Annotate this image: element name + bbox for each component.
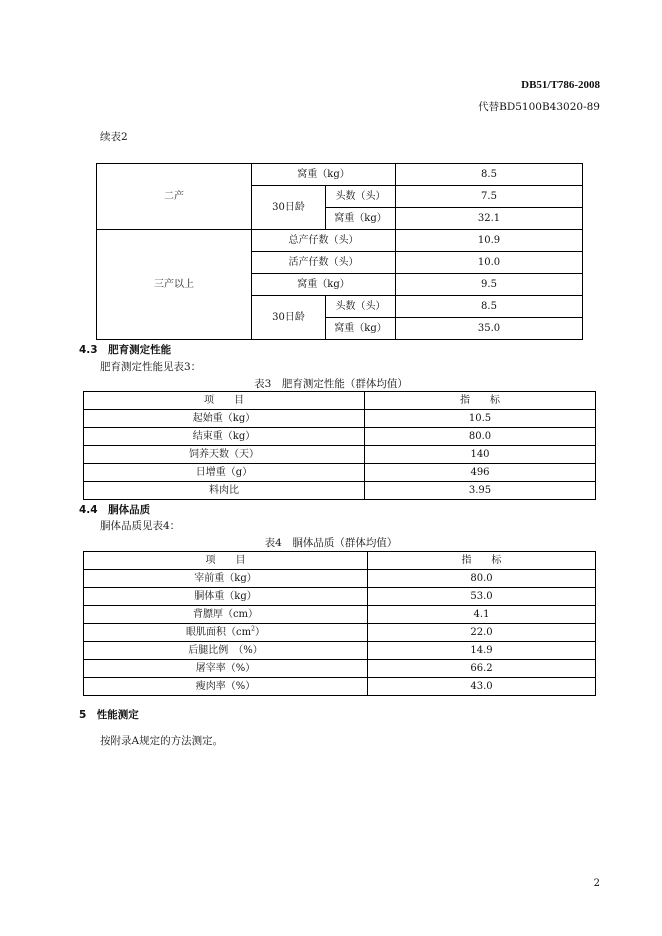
table-cell: 80.0 xyxy=(365,428,596,446)
table-row xyxy=(97,164,583,186)
table-cell: 头数（头） xyxy=(326,186,396,208)
table-row xyxy=(84,464,596,482)
table-cell: 10.5 xyxy=(365,410,596,428)
table-cell: 头数（头） xyxy=(326,296,396,318)
section-4-4-intro: 胴体品质见表4： xyxy=(100,520,181,532)
table-cell: 宰前重（kg） xyxy=(84,570,368,588)
table-row xyxy=(84,570,596,588)
table-cell: 14.9 xyxy=(368,642,596,660)
table3-caption: 表3 肥育测定性能（群体均值） xyxy=(254,378,408,390)
table-row xyxy=(84,482,596,500)
replaces-note: 代替BD5100B43020-89 xyxy=(478,101,600,113)
cell-text-suffix: ） xyxy=(254,626,265,638)
section-4-3-intro: 肥育测定性能见表3： xyxy=(100,361,202,373)
table-row xyxy=(84,606,596,624)
table-cell xyxy=(84,624,368,642)
table-cell: 窝重（kg） xyxy=(326,208,396,230)
cell-text: 眼肌面积（cm xyxy=(186,626,252,638)
table-cell: 窝重（kg） xyxy=(252,164,396,186)
table-row xyxy=(84,410,596,428)
page-number: 2 xyxy=(593,878,600,889)
standard-code: DB51/T786-2008 xyxy=(521,79,600,91)
table-cell: 后腿比例 （%） xyxy=(84,642,368,660)
table-cell: 8.5 xyxy=(396,164,583,186)
table-cell: 66.2 xyxy=(368,660,596,678)
table-header-row xyxy=(84,392,596,410)
table-cell: 二产 xyxy=(97,164,252,230)
table-cell: 496 xyxy=(365,464,596,482)
table-cell: 3.95 xyxy=(365,482,596,500)
table-cell: 35.0 xyxy=(396,318,583,340)
table-cell: 料肉比 xyxy=(84,482,365,500)
table-row xyxy=(84,428,596,446)
table-cell: 10.9 xyxy=(396,230,583,252)
table-cell: 80.0 xyxy=(368,570,596,588)
table-cell: 9.5 xyxy=(396,274,583,296)
continuation-label: 续表2 xyxy=(100,131,128,143)
table-row xyxy=(84,446,596,464)
table-cell: 10.0 xyxy=(396,252,583,274)
table-header-row xyxy=(84,552,596,570)
table-cell: 饲养天数（天） xyxy=(84,446,365,464)
table-row xyxy=(97,230,583,252)
table-cell: 瘦肉率（%） xyxy=(84,678,368,696)
section-5-heading: 5 性能测定 xyxy=(79,709,139,721)
table-cell: 140 xyxy=(365,446,596,464)
table-cell: 窝重（kg） xyxy=(252,274,396,296)
table-cell: 30日龄 xyxy=(252,296,326,340)
table-cell: 胴体重（kg） xyxy=(84,588,368,606)
table-cell: 22.0 xyxy=(368,624,596,642)
table-cell: 4.1 xyxy=(368,606,596,624)
table-cell: 屠宰率（%） xyxy=(84,660,368,678)
table-cell: 日增重（g） xyxy=(84,464,365,482)
table-cell: 43.0 xyxy=(368,678,596,696)
table3 xyxy=(83,391,596,500)
table-cell: 7.5 xyxy=(396,186,583,208)
table-row xyxy=(84,588,596,606)
table2-continued xyxy=(96,163,583,340)
table-row xyxy=(84,624,596,642)
table4-caption: 表4 胴体品质（群体均值） xyxy=(264,537,398,549)
column-header-item: 项 目 xyxy=(84,392,365,410)
table-cell: 8.5 xyxy=(396,296,583,318)
column-header-value: 指 标 xyxy=(368,552,596,570)
table-cell: 起始重（kg） xyxy=(84,410,365,428)
table-cell: 30日龄 xyxy=(252,186,326,230)
column-header-value: 指 标 xyxy=(365,392,596,410)
section-4-4-heading: 4.4 胴体品质 xyxy=(79,504,151,516)
table-row xyxy=(84,642,596,660)
table-cell: 背膘厚（cm） xyxy=(84,606,368,624)
table-cell: 53.0 xyxy=(368,588,596,606)
table-cell: 总产仔数（头） xyxy=(252,230,396,252)
section-5-text: 按附录A规定的方法测定。 xyxy=(100,735,224,747)
table-row xyxy=(84,660,596,678)
table-cell: 32.1 xyxy=(396,208,583,230)
superscript: 2 xyxy=(251,625,255,633)
section-4-3-heading: 4.3 肥育测定性能 xyxy=(79,344,172,356)
column-header-item: 项 目 xyxy=(84,552,368,570)
table-cell: 窝重（kg） xyxy=(326,318,396,340)
table-cell: 结束重（kg） xyxy=(84,428,365,446)
table-row xyxy=(84,678,596,696)
table-cell: 三产以上 xyxy=(97,230,252,340)
table-cell: 活产仔数（头） xyxy=(252,252,396,274)
table4 xyxy=(83,551,596,696)
